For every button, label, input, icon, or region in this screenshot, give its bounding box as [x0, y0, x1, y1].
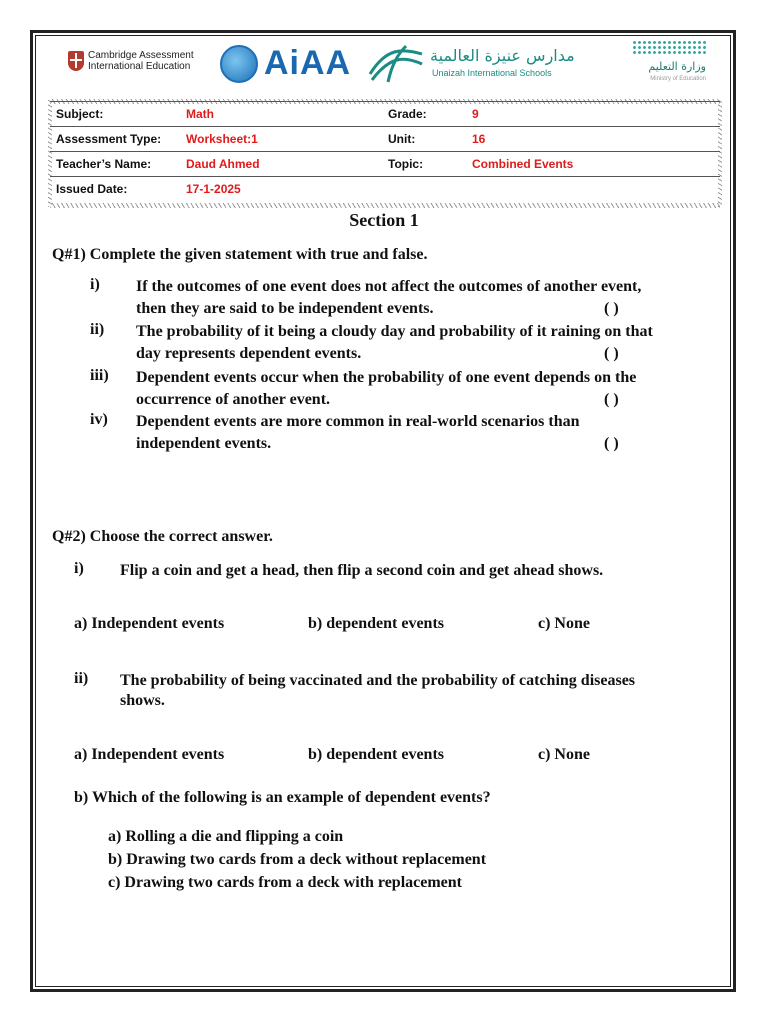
q1-item-line1: If the outcomes of one event does not affect the outcomes of another event,	[136, 278, 642, 295]
q1-title: Q#1) Complete the given statement with true and false.	[52, 246, 428, 263]
q1-item-num: iv)	[90, 411, 108, 428]
q1-item-line1: Dependent events are more common in real-world scenarios than	[136, 413, 580, 430]
swirl-icon	[368, 44, 424, 84]
q1-item-line2: then they are said to be independent events.	[136, 300, 434, 317]
subject-value: Math	[180, 102, 382, 127]
q2-b-option[interactable]: b) Drawing two cards from a deck without replacement	[108, 851, 487, 868]
table-row	[50, 102, 720, 127]
q1-item-line2: occurrence of another event.	[136, 391, 331, 408]
header-logos	[50, 40, 720, 92]
q1-item-line1: The probability of it being a cloudy day and probability of it raining on that	[136, 323, 653, 340]
table-border-bottom	[50, 203, 720, 208]
q1-item-line2: independent events.	[136, 435, 272, 452]
q2-title: Q#2) Choose the correct answer.	[52, 528, 273, 545]
cambridge-line2: International Education	[88, 61, 191, 72]
section-title: Section 1	[349, 210, 419, 230]
option-b[interactable]: b) dependent events	[308, 615, 445, 632]
answer-blank[interactable]: ( )	[604, 345, 619, 362]
table-row	[50, 127, 720, 152]
subject-label: Subject:	[50, 102, 180, 127]
date-value: 17-1-2025	[180, 177, 382, 202]
answer-blank[interactable]: ( )	[604, 300, 619, 317]
topic-label: Topic:	[382, 152, 466, 177]
teacher-label: Teacher’s Name:	[50, 152, 180, 177]
grade-value: 9	[466, 102, 720, 127]
globe-icon	[220, 45, 258, 83]
type-value: Worksheet:1	[180, 127, 382, 152]
cambridge-shield-icon	[68, 51, 84, 71]
cambridge-logo	[68, 50, 194, 72]
school-name-english: Unaizah International Schools	[432, 68, 552, 78]
q2-b-option[interactable]: a) Rolling a die and flipping a coin	[108, 828, 344, 845]
date-label: Issued Date:	[50, 177, 180, 202]
q1-item-num: ii)	[90, 321, 105, 338]
teacher-value: Daud Ahmed	[180, 152, 382, 177]
topic-value: Combined Events	[466, 152, 720, 177]
grade-label: Grade:	[382, 102, 466, 127]
q2-ii-line1: The probability of being vaccinated and the probability of catching diseases	[120, 672, 636, 689]
q2-i-text: Flip a coin and get a head, then flip a second coin and get ahead shows.	[120, 562, 604, 579]
q2-i-num: i)	[74, 560, 84, 577]
q1-item-num: iii)	[90, 367, 109, 384]
aiaa-wordmark: AiAA	[264, 44, 352, 82]
option-a[interactable]: a) Independent events	[74, 615, 225, 632]
answer-blank[interactable]: ( )	[604, 435, 619, 452]
option-c[interactable]: c) None	[538, 615, 590, 632]
type-label: Assessment Type:	[50, 127, 180, 152]
table-row	[50, 177, 720, 202]
cambridge-line1: Cambridge Assessment	[88, 50, 194, 61]
unaizah-logo	[368, 44, 598, 84]
q2-ii-line2: shows.	[120, 692, 165, 709]
unit-value: 16	[466, 127, 720, 152]
unit-label: Unit:	[382, 127, 466, 152]
q2-b-question: b) Which of the following is an example of dependent events?	[74, 789, 491, 806]
answer-blank[interactable]: ( )	[604, 391, 619, 408]
q2-ii-num: ii)	[74, 670, 89, 687]
ministry-name-arabic: وزارة التعليم	[648, 60, 706, 73]
ministry-logo	[596, 40, 716, 86]
q1-item-num: i)	[90, 276, 100, 293]
q1-item-line1: Dependent events occur when the probability of one event depends on the	[136, 369, 637, 386]
option-b[interactable]: b) dependent events	[308, 746, 445, 763]
info-table	[50, 101, 720, 201]
ministry-name-english: Ministry of Education	[650, 76, 706, 82]
ministry-dots-icon	[632, 40, 706, 54]
school-name-arabic: مدارس عنيزة العالمية	[430, 46, 575, 65]
option-a[interactable]: a) Independent events	[74, 746, 225, 763]
table-row	[50, 152, 720, 177]
q2-b-option[interactable]: c) Drawing two cards from a deck with replacement	[108, 874, 463, 891]
q1-item-line2: day represents dependent events.	[136, 345, 362, 362]
aiaa-logo	[220, 44, 351, 83]
option-c[interactable]: c) None	[538, 746, 590, 763]
